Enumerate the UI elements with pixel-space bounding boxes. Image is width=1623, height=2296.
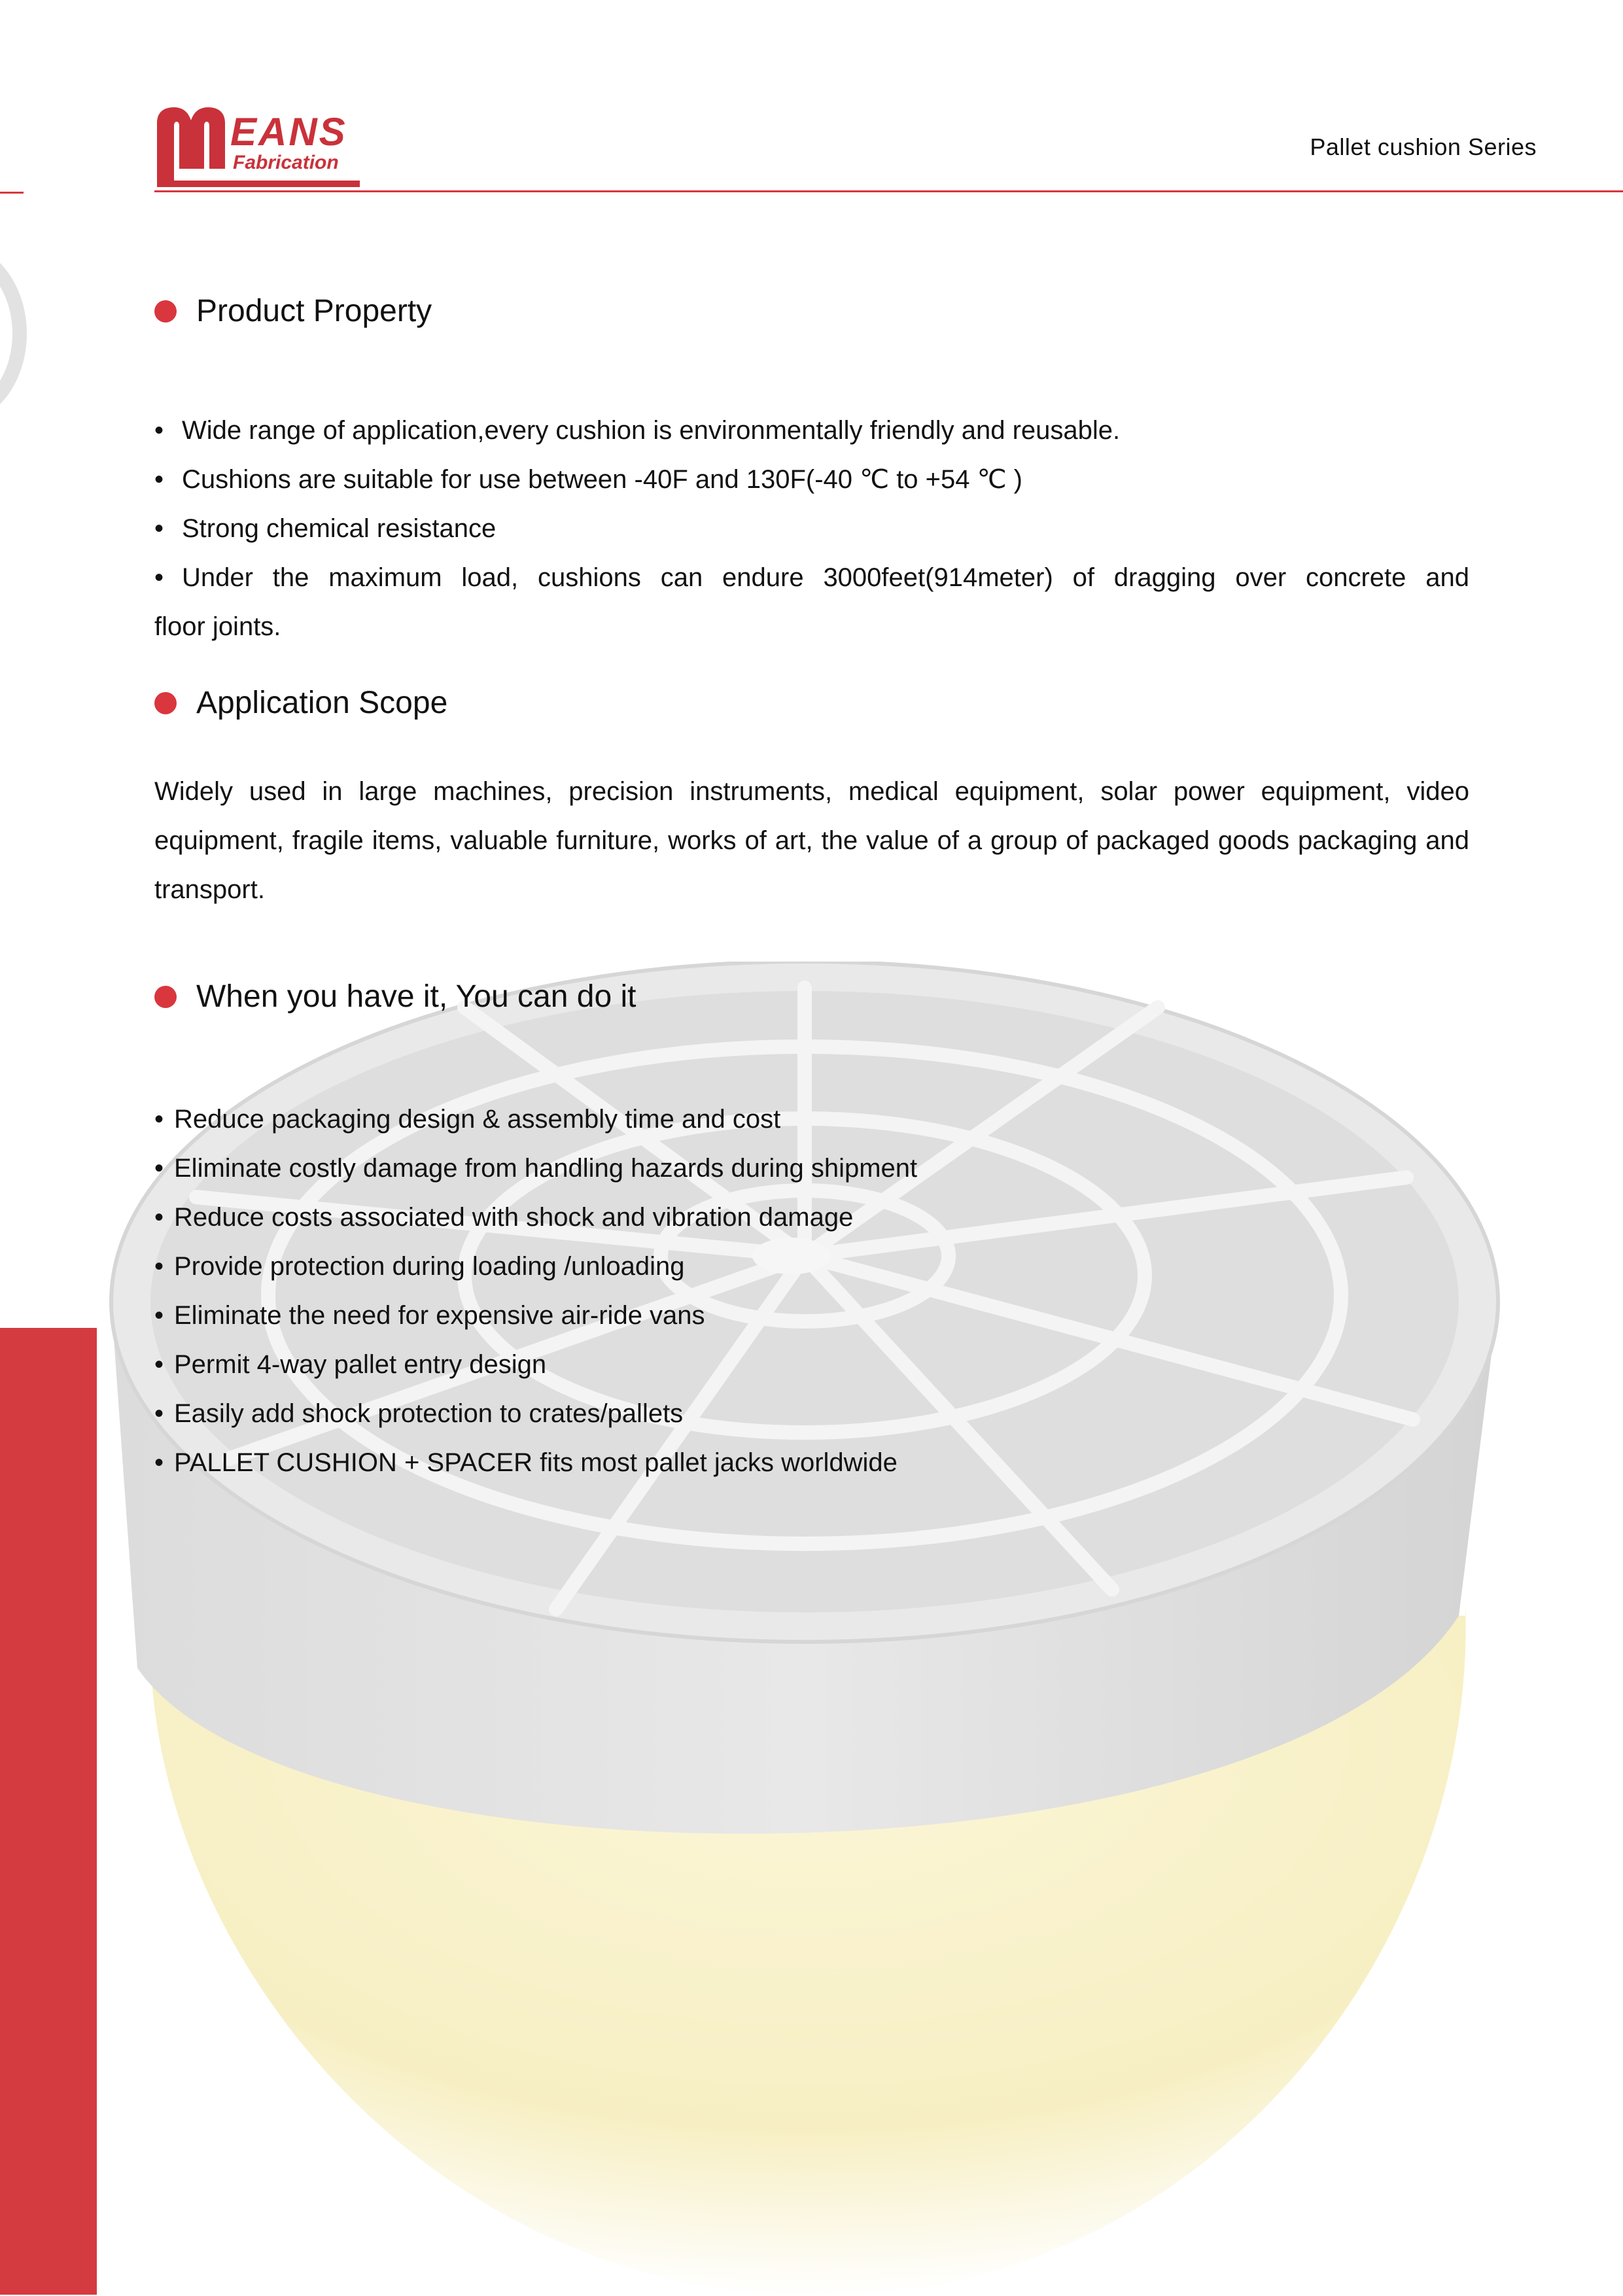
left-edge-tick [0,192,24,194]
logo-wordmark-bottom: Fabrication [233,152,339,173]
list-item: • Permit 4-way pallet entry design [154,1340,1266,1389]
bullet-icon: • [154,1448,164,1477]
list-item: • Under the maximum load, cushions can endure 3000feet(914meter) of dragging over concrete and [154,553,1469,602]
application-scope-paragraph: Widely used in large machines, precision instruments, medical equipment, solar power equipment, video equipment, fragile items, valuable furniture, works of art, the value of a group of packaged goods packaging and transport. [154,777,1469,904]
list-item: • Easily add shock protection to crates/pallets [154,1389,1266,1438]
bullet-icon: • [154,1301,164,1330]
bullet-icon: • [154,416,164,445]
section-heading-benefits [154,979,636,1015]
section-title: Application Scope [196,686,448,720]
bullet-icon: • [154,1252,164,1281]
means-fabrication-logo [154,103,364,190]
bullet-icon: • [154,1105,164,1134]
section-heading-product-property [154,293,432,329]
section-heading-application-scope [154,685,447,721]
list-item: • PALLET CUSHION + SPACER fits most pallet jacks worldwide [154,1438,1266,1487]
section-title: Product Property [196,294,432,328]
logo-wordmark-top: EANS [230,110,347,154]
corner-ring-decoration [0,242,39,425]
side-color-band [0,1328,97,2295]
red-dot-icon [154,986,177,1008]
product-property-list [154,406,1469,652]
bullet-icon: • [154,563,164,592]
benefits-list [154,1095,1266,1487]
bullet-icon: • [154,1399,164,1428]
bullet-icon: • [154,465,164,494]
list-item: • Reduce packaging design & assembly time and cost [154,1095,1266,1144]
bullet-icon: • [154,1203,164,1232]
red-dot-icon [154,300,177,322]
list-item: • Eliminate the need for expensive air-ride vans [154,1291,1266,1340]
list-item: • Provide protection during loading /unloading [154,1242,1266,1291]
list-item: • Reduce costs associated with shock and vibration damage [154,1193,1266,1242]
red-dot-icon [154,692,177,714]
list-item: • Cushions are suitable for use between -40F and 130F(-40 ℃ to +54 ℃ ) [154,455,1469,504]
series-title: Pallet cushion Series [1310,133,1537,160]
list-item: • Eliminate costly damage from handling hazards during shipment [154,1144,1266,1193]
bullet-icon: • [154,514,164,543]
list-item-continuation: floor joints. [154,612,281,641]
bullet-icon: • [154,1350,164,1379]
section-title: When you have it, You can do it [196,979,637,1014]
list-item: • Strong chemical resistance [154,504,1469,553]
list-item: • Wide range of application,every cushion is environmentally friendly and reusable. [154,406,1469,455]
header-divider [154,190,1623,192]
bullet-icon: • [154,1154,164,1183]
